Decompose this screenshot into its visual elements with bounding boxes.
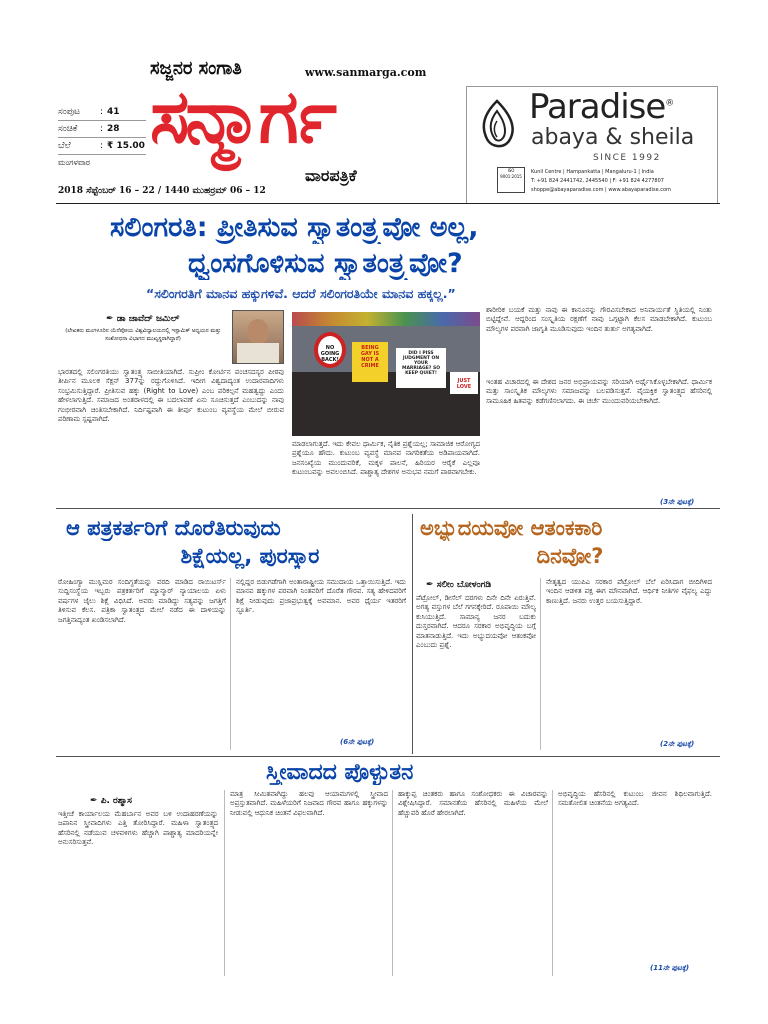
story3-col-rule [540,578,541,750]
author-photo [232,310,284,364]
story4-col-rule-3 [552,790,553,976]
story4-para-2: ಮಾತ್ರ ಸೀಮಿತವಾಗಿದ್ದು ಹಲವು ಆಯಾಮಗಳಲ್ಲಿ ಸ್ತ್ರೀವಾದ ಅಪ್ರಸ್ತುತವಾಗಿದೆ. ಮಹಿಳೆಯರಿಗೆ ನಿಜವಾದ ಗೌರವ ಹಾಗೂ ಹಕ್ಕುಗಳನ್ನು ನೀಡುವಲ್ಲಿ ಆಧುನಿಕ ಚಿಂತನೆ ವಿಫಲವಾಗಿದೆ. [230,790,388,817]
photo-flag [292,312,480,326]
story2-para-1: ರೋಹಿಂಗ್ಯಾ ಮುಸ್ಲಿಮರ ಸಂದಿಗ್ಧತೆಯನ್ನು ವರದಿ ಮಾಡಿದ ರಾಯಿಟರ್ಸ್ ಸುದ್ದಿಸಂಸ್ಥೆಯ ಇಬ್ಬರು ಪತ್ರಕರ್ತರಿಗೆ ಮ್ಯಾನ್ಮಾರ್ ನ್ಯಾಯಾಲಯ ಏಳು ವರ್ಷಗಳ ಜೈಲು ಶಿಕ್ಷೆ ವಿಧಿಸಿದೆ. ಅವರು ಮಾಡಿದ್ದು ಸತ್ಯವನ್ನು ಜಗತ್ತಿಗೆ ತಿಳಿಸುವ ಕೆಲಸ. ಪತ್ರಿಕಾ ಸ್ವಾತಂತ್ರ್ಯದ ಮೇಲೆ ನಡೆದ ಈ ದಾಳಿಯನ್ನು ಜಗತ್ತಿನಾದ್ಯಂತ ಖಂಡಿಸಲಾಗಿದೆ. [58,578,226,624]
issue-info-box [58,104,146,171]
ad-brand: Paradise® [529,87,674,127]
story2-headline-1: ಆ ಪತ್ರಕರ್ತರಿಗೆ ದೊರೆತಿರುವುದು [66,516,281,540]
lead-author-box [58,306,288,364]
story3-headline-1: ಅಭ್ಯುದಯವೋ ಆತಂಕಕಾರಿ [420,516,603,540]
masthead-logo: ಸನ್ಮಾರ್ಗ [150,80,333,160]
website-link[interactable]: www.sanmarga.com [305,66,427,79]
lead-continued[interactable]: (3ನೇ ಪುಟಕ್ಕೆ) [660,498,695,506]
issue-price: ಬೆಲೆ : ₹ 15.00 [58,138,146,155]
lead-para-2: ಮಾಡಲಾಗುತ್ತದೆ. ಇದು ಕೇವಲ ಧಾರ್ಮಿಕ, ನೈತಿಕ ಪ್ರಶ್ನೆಯಲ್ಲ; ಸಾಮಾಜಿಕ ಆರೋಗ್ಯದ ಪ್ರಶ್ನೆಯೂ ಹೌದು. ಕುಟುಂಬ ವ್ಯವಸ್ಥೆ ಮಾನವ ನಾಗರಿಕತೆಯ ಅಡಿಪಾಯವಾಗಿದೆ. ಜನಸಂಖ್ಯೆಯ ಮುಂದುವರಿಕೆ, ಮಕ್ಕಳ ಪಾಲನೆ, ಹಿರಿಯರ ಆರೈಕೆ ಎಲ್ಲವೂ ಕುಟುಂಬವನ್ನು ಅವಲಂಬಿಸಿದೆ. ಪಾಶ್ಚಾತ್ಯ ದೇಶಗಳ ಅನುಭವ ನಮಗೆ ಪಾಠವಾಗಬೇಕು. [292,440,480,477]
photo-sign-4: JUST LOVE [450,372,478,394]
pen-icon: ✒ [106,314,117,324]
author-photo-shirt [237,343,279,363]
ad-address: Kunil Centre | Hampankatta | Mangaluru-1 | India [531,169,654,175]
story2-continued[interactable]: (6ನೇ ಪುಟಕ್ಕೆ) [340,738,375,746]
paradise-ad[interactable] [466,86,718,204]
lead-author-note: (ಲೇಖಕರು ಮಂಗಳೂರಿನ ಯೆನೆಪೋಯ ವಿಶ್ವವಿದ್ಯಾಲಯದಲ್ಲಿ ಇಸ್ಲಾಮಿಕ್ ಅಧ್ಯಯನ ಮತ್ತು ಸಂಶೋಧನಾ ವಿಭಾಗದ ಮುಖ್ಯಸ್ಥರಾಗಿದ್ದಾರೆ) [65,328,221,342]
story4-headline: ಸ್ತ್ರೀವಾದದ ಪೊಳ್ಳುತನ [266,760,414,785]
story4-col-rule-2 [392,790,393,976]
lead-headline-1: ಸಲಿಂಗರತಿ: ಪ್ರೀತಿಸುವ ಸ್ವಾತಂತ್ರ್ಯವೋ ಅಲ್ಲ, [110,212,479,243]
lead-quote: “ಸಲಿಂಗರತಿಗೆ ಮಾನವ ಹಕ್ಕುಗಳಿವೆ. ಆದರೆ ಸಲಿಂಗರತಿಯೇ ಮಾನವ ಹಕ್ಕಲ್ಲ.” [146,286,456,301]
photo-sign-1: NO GOING BACK! [314,332,346,368]
iso-badge: ISO 9001:2015 [497,167,525,193]
lead-headline-2: ಧ್ವಂಸಗೊಳಿಸುವ ಸ್ವಾತಂತ್ರ್ಯವೋ? [188,248,463,279]
story2-para-2: ನಲ್ಲಿದ್ದರ ಬಿಡುಗಡೆಗಾಗಿ ಅಂತಾರಾಷ್ಟ್ರೀಯ ಸಮುದಾಯ ಒತ್ತಾಯಿಸುತ್ತಿದೆ. ಇದು ಮಾನವ ಹಕ್ಕುಗಳ ಪರವಾಗಿ ನಿಂತವರಿಗೆ ದೊರೆತ ಗೌರವ. ಸತ್ಯ ಹೇಳಿದವರಿಗೆ ಶಿಕ್ಷೆ ನೀಡುವುದು ಪ್ರಜಾಪ್ರಭುತ್ವಕ್ಕೆ ಅವಮಾನ. ಅವರ ಧೈರ್ಯ ಇತರರಿಗೆ ಸ್ಫೂರ್ತಿ. [236,578,406,615]
story3-continued[interactable]: (2ನೇ ಪುಟಕ್ಕೆ) [660,740,695,748]
ad-subbrand: abaya & sheila [531,125,695,150]
photo-sign-2: BEING GAY IS NOT A CRIME [352,342,388,382]
story3-para-1: ಪೆಟ್ರೋಲ್, ಡೀಸೆಲ್ ದರಗಳು ದಿನೇ ದಿನೇ ಏರುತ್ತಿವೆ. ಅಗತ್ಯ ವಸ್ತುಗಳ ಬೆಲೆ ಗಗನಕ್ಕೇರಿದೆ. ರೂಪಾಯಿ ಮೌಲ್ಯ ಕುಸಿಯುತ್ತಿದೆ. ಸಾಮಾನ್ಯ ಜನರ ಬದುಕು ದುಸ್ತರವಾಗಿದೆ. ಆದರೂ ಸರಕಾರ ಅಭಿವೃದ್ಧಿಯ ಬಗ್ಗೆ ಮಾತನಾಡುತ್ತಿದೆ. ಇದು ಅಭ್ಯುದಯವೋ ಆತಂಕವೋ ಎಂಬುದು ಪ್ರಶ್ನೆ. [416,594,536,650]
story4-para-4: ಅಭಿವೃದ್ಧಿಯ ಹೆಸರಿನಲ್ಲಿ ಕುಟುಂಬ ಜೀವನ ಶಿಥಿಲವಾಗುತ್ತಿದೆ. ಸಮತೋಲಿತ ಚಿಂತನೆಯ ಅಗತ್ಯವಿದೆ. [558,790,712,808]
masthead [0,0,768,205]
pen-icon: ✒ [90,796,101,806]
flame-logo-icon [473,97,521,151]
date-line: 2018 ಸೆಪ್ಟೆಂಬರ್ 16 – 22 / 1440 ಮುಹರ್ರಮ್ 06 – 12 [58,186,266,196]
story4-author: ✒ ಪಿ. ರಶ್ಮಾಸ [90,796,132,806]
issue-number: ಸಂಚಿಕೆ : 28 [58,121,146,138]
story3-author: ✒ ಸಲೀಂ ಬೋಳಂಗಡಿ [426,580,492,590]
story3-headline-2: ದಿನವೋ? [536,544,604,568]
weekly-label: ವಾರಪತ್ರಿಕೆ [305,166,357,185]
story4-para-1: ಇತ್ತೀಚೆ ಕಾರ್ಯಾಲಯ ಮೆಹರ್ಬಾನ ಅವರ ಬಳಿ ಉದಾಹರಣೆಯನ್ನು ಜಪಾನಿನ ಸ್ತ್ರೀವಾದಿಗಳು ಎತ್ತಿ ತೋರಿಸಿದ್ದಾರೆ. ಮಹಿಳಾ ಸ್ವಾತಂತ್ರ್ಯದ ಹೆಸರಿನಲ್ಲಿ ನಡೆಯುವ ಚಳವಳಿಗಳು ಹೆಚ್ಚಾಗಿ ಪಾಶ್ಚಾತ್ಯ ಮಾದರಿಯನ್ನೇ ಅನುಸರಿಸುತ್ತವೆ. [58,810,218,847]
ad-since: SINCE 1992 [593,153,661,163]
masthead-tagline: ಸಜ್ಜನರ ಸಂಗಾತಿ [150,58,242,79]
lead-para-4: ಇಂತಹ ವಿಚಾರದಲ್ಲಿ ಈ ದೇಶದ ಜನರ ಅಭಿಪ್ರಾಯವನ್ನು ಸರಿಯಾಗಿ ಅರ್ಥೈಸಿಕೊಳ್ಳಬೇಕಾಗಿದೆ. ಧಾರ್ಮಿಕ ಮತ್ತು ಸಾಂಸ್ಕೃತಿಕ ಮೌಲ್ಯಗಳು ಸಮಾಜವನ್ನು ಬಲಪಡಿಸುತ್ತವೆ. ವೈಯಕ್ತಿಕ ಸ್ವಾತಂತ್ರ್ಯದ ಹೆಸರಿನಲ್ಲಿ ಸಾಮೂಹಿಕ ಹಿತವನ್ನು ಕಡೆಗಣಿಸಲಾಗದು. ಈ ಚರ್ಚೆ ಮುಂದುವರಿಯಬೇಕಾಗಿದೆ. [486,378,712,405]
pen-icon: ✒ [426,580,437,590]
middle-col-rule [412,514,413,754]
masthead-divider [56,203,720,204]
photo-sign-3: DID I PISS JUDGMENT ON YOUR MARRIAGE? SO KEEP QUIET! [396,348,446,388]
ad-phone: T: +91 824 2441742, 2445540 | F: +91 824 4277807 [531,178,664,184]
story4-continued[interactable]: (11ನೇ ಪುಟಕ್ಕೆ) [650,964,690,972]
lead-para-1: ಭಾರತದಲ್ಲಿ ಸಲಿಂಗರತಿಯು ಸ್ವಾತಂತ್ರ್ಯ ಸಾಬೀತಿಯಾಗಿದೆ. ಸುಪ್ರೀಂ ಕೋರ್ಟಿನ ಪಂಚಸದಸ್ಯರ ಪೀಠವು ತೀರ್ಪಿನ ಮೂಲಕ ಸೆಕ್ಷನ್ 377ನ್ನು ರದ್ದುಗೊಳಿಸಿದೆ. ಇದೀಗ ವಿಶ್ವದಾದ್ಯಂತ ಉದಾರವಾದಿಗಳು ಸಂಭ್ರಮಿಸುತ್ತಿದ್ದಾರೆ. ಪ್ರೀತಿಸುವ ಹಕ್ಕು (Right to Love) ಎಂಬ ಪರಿಕಲ್ಪನೆ ಮಹತ್ವದ್ದು ಎಂದು ಹೇಳಲಾಗುತ್ತಿದೆ. ಸಮಾಜದ ಅಂತರಾಳದಲ್ಲಿ ಈ ಬದಲಾವಣೆ ಏನು ಸೂಚಿಸುತ್ತದೆ ಎಂಬುದನ್ನು ನಾವು ಗಂಭೀರವಾಗಿ ಚಿಂತಿಸಬೇಕಾಗಿದೆ. ನಿರ್ದಿಷ್ಟವಾಗಿ ಈ ತೀರ್ಪು ಕುಟುಂಬ ವ್ಯವಸ್ಥೆಯ ಮೇಲೆ ಬೀರುವ ಪರಿಣಾಮ ಸ್ಪಷ್ಟವಾಗಿದೆ. [58,368,284,424]
issue-volume: ಸಂಪುಟ : 41 [58,104,146,121]
lead-bottom-rule [56,508,720,509]
story2-headline-2: ಶಿಕ್ಷೆಯಲ್ಲ, ಪುರಸ್ಕಾರ [180,544,320,568]
lead-author: ✒ ಡಾ ಜಾವೆದ್ ಜಮಿಲ್ [106,314,180,324]
protest-photo [292,312,480,436]
lead-para-3: ಶಾರೀರಿಕ ಬಯಕೆ ಮತ್ತು ನಾವು ಈ ಕಾನೂನನ್ನು ಗೌರವಿಸಬೇಕಾದ ಅನಿವಾರ್ಯತೆ ಸ್ಥಿತಿಯಲ್ಲಿ ನಿಂತು ಬಿಟ್ಟಿದ್ದೇವೆ. ಆದ್ದರಿಂದ ಸಂಸ್ಕೃತಿಯ ರಕ್ಷಣೆಗೆ ನಾವು ಒಗ್ಗಟ್ಟಾಗಿ ಕೆಲಸ ಮಾಡಬೇಕಾಗಿದೆ. ಕುಟುಂಬ ಮೌಲ್ಯಗಳ ಪರವಾಗಿ ಜಾಗೃತಿ ಮೂಡಿಸುವುದು ಇಂದಿನ ತುರ್ತು ಅಗತ್ಯವಾಗಿದೆ. [486,306,712,333]
story3-para-2: ನೇತೃತ್ವದ ಯುಪಿಎ ಸರಕಾರ ಪೆಟ್ರೋಲ್ ಬೆಲೆ ಏರಿಸಿದಾಗ ಬೀದಿಗಿಳಿದ ಇಂದಿನ ಆಡಳಿತ ಪಕ್ಷ ಈಗ ಮೌನವಾಗಿದೆ. ಆರ್ಥಿಕ ನೀತಿಗಳ ವೈಫಲ್ಯ ಎದ್ದು ಕಾಣುತ್ತಿದೆ. ಜನರು ಉತ್ತರ ಬಯಸುತ್ತಿದ್ದಾರೆ. [546,578,712,605]
author-photo-face [247,319,269,345]
story-divider [56,756,720,757]
story4-para-3: ಹಾಕ್ಕುಪ್ಪ ಚಿಂತಕರು ಹಾಗೂ ಸಂಶೋಧಕರು ಈ ವಿಚಾರವನ್ನು ವಿಶ್ಲೇಷಿಸಿದ್ದಾರೆ. ಸಮಾನತೆಯ ಹೆಸರಿನಲ್ಲಿ ಮಹಿಳೆಯ ಮೇಲೆ ಹೆಚ್ಚುವರಿ ಹೊರೆ ಹೇರಲಾಗಿದೆ. [398,790,548,817]
story4-col-rule-1 [224,790,225,976]
issue-weekday: ಮಂಗಳವಾರ [58,158,91,167]
ad-contact: shoppe@abayaparadise.com | www.abayaparadise.com [531,187,671,193]
story2-col-rule [230,578,231,750]
